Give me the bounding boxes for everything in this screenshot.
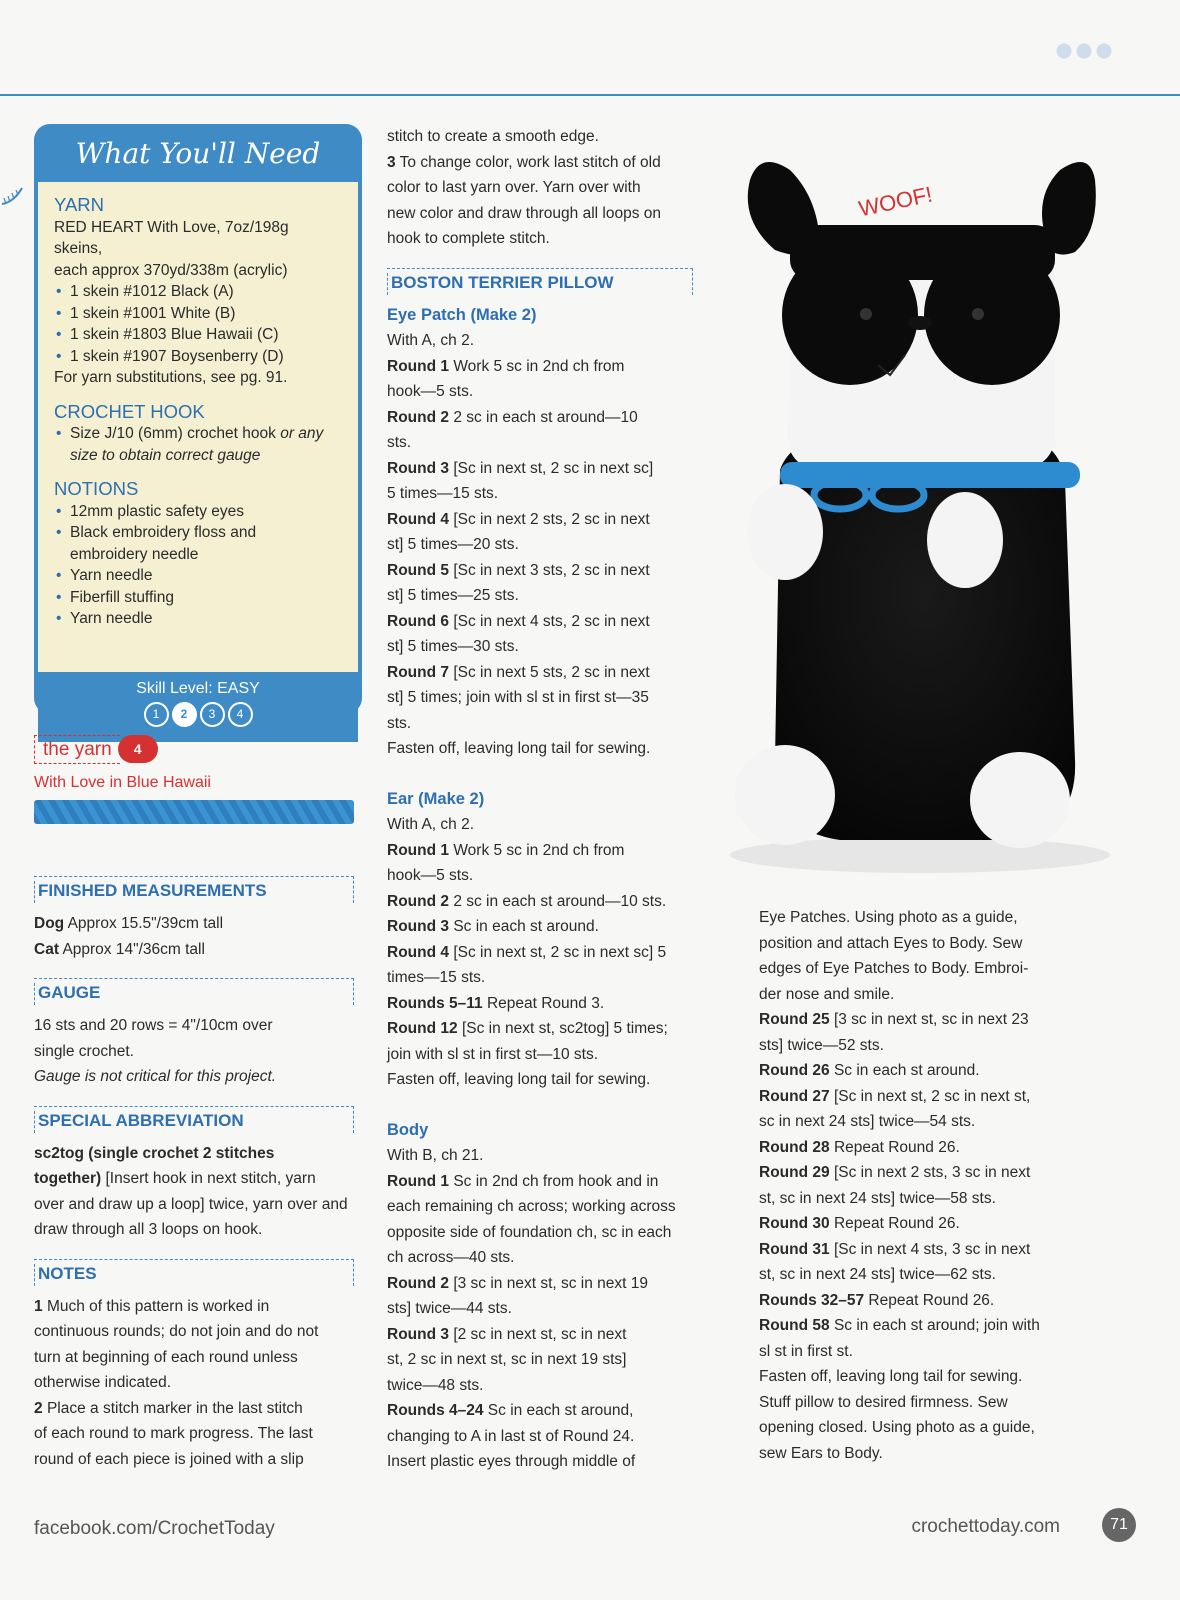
hook-list xyxy=(54,423,340,466)
round-instruction-line: Round 7 [Sc in next 5 sts, 2 sc in next xyxy=(387,663,650,681)
instruction-line: With B, ch 21. xyxy=(387,1147,484,1164)
what-youll-need-title: What You'll Need xyxy=(75,137,321,170)
round-instruction-line: Round 5 [Sc in next 3 sts, 2 sc in next xyxy=(387,561,650,579)
list-item: • 12mm plastic safety eyes xyxy=(54,501,340,523)
round-instruction-line: Round 6 [Sc in next 4 sts, 2 sc in next xyxy=(387,612,650,630)
yarn-swatch-image xyxy=(34,800,354,824)
round-instruction-line: Round 26 Sc in each st around. xyxy=(759,1062,980,1079)
eye-patch-heading: Eye Patch (Make 2) xyxy=(387,305,537,324)
round-label: Round 3 xyxy=(387,1325,449,1343)
round-label: Round 26 xyxy=(759,1062,830,1079)
round-instruction-line: Round 1 Work 5 sc in 2nd ch from xyxy=(387,841,625,859)
instruction-line: With A, ch 2. xyxy=(387,332,475,349)
note-line: hook to complete stitch. xyxy=(387,230,550,247)
yarn-name: With Love in Blue Hawaii xyxy=(34,774,211,791)
round-instruction-line: hook—5 sts. xyxy=(387,867,474,884)
round-label: Round 2 xyxy=(387,408,449,426)
body-rounds xyxy=(387,1169,693,1475)
round-instruction-line: Round 2 [3 sc in next st, sc in next 19 xyxy=(387,1274,649,1292)
eye-patch-rounds xyxy=(387,354,693,737)
round-instruction-line: Round 29 [Sc in next 2 sts, 3 sc in next xyxy=(759,1164,1031,1181)
round-label: Round 7 xyxy=(387,663,449,681)
round-label: Round 25 xyxy=(759,1011,830,1028)
materials-column xyxy=(34,124,362,791)
round-label: Round 3 xyxy=(387,459,449,477)
round-instruction-line: join with sl st in first st—10 sts. xyxy=(387,1045,599,1063)
round-label: Round 31 xyxy=(759,1240,830,1258)
round-instruction-line: Rounds 4–24 Sc in each st around, xyxy=(387,1402,634,1419)
special-abbreviation-heading: SPECIAL ABBREVIATION xyxy=(34,1106,354,1133)
list-item: • 1 skein #1001 White (B) xyxy=(54,303,340,325)
skill-level-2-selected: 2 xyxy=(172,702,197,727)
round-instruction-line: st] 5 times—20 sts. xyxy=(387,536,519,553)
boston-terrier-pillow-photo xyxy=(720,140,1140,880)
round-instruction-line: Round 1 Sc in 2nd ch from hook and in xyxy=(387,1172,659,1190)
gauge-text: single crochet. xyxy=(34,1042,134,1060)
what-youll-need-box xyxy=(34,124,362,721)
body-heading: Body xyxy=(387,1120,429,1139)
list-item: • Size J/10 (6mm) crochet hook or any xyxy=(54,423,340,445)
round-instruction-line: 5 times—15 sts. xyxy=(387,485,499,502)
round-instruction-line: Round 12 [Sc in next st, sc2tog] 5 times; xyxy=(387,1020,668,1037)
finished-measurements-section xyxy=(34,876,354,962)
yarn-description: RED HEART With Love, 7oz/198g skeins, each approx 370yd/338m (acrylic) xyxy=(54,218,289,279)
note-line: of each round to mark progress. The last xyxy=(34,1425,313,1442)
instruction-line: Fasten off, leaving long tail for sewing. xyxy=(387,740,651,757)
round-label: Round 27 xyxy=(759,1087,830,1105)
note-line: color to last yarn over. Yarn over with xyxy=(387,179,641,196)
round-label: Round 2 xyxy=(387,892,449,910)
round-instruction-line: Round 3 [2 sc in next st, sc in next xyxy=(387,1325,627,1343)
instruction-line: Fasten off, leaving long tail for sewing. xyxy=(759,1368,1023,1385)
abbrev-line: over and draw up a loop] twice, yarn over and xyxy=(34,1195,348,1213)
note-line: 1 Much of this pattern is worked in xyxy=(34,1297,270,1315)
top-rule xyxy=(0,94,1180,96)
round-label: Round 2 xyxy=(387,1274,449,1292)
skill-level-scale xyxy=(38,702,358,727)
abbrev-line: together) [Insert hook in next stitch, yarn xyxy=(34,1170,316,1187)
round-instruction-line: twice—48 sts. xyxy=(387,1376,484,1394)
round-instruction-line: Round 3 [Sc in next st, 2 sc in next sc] xyxy=(387,459,654,477)
list-item: • Black embroidery floss and xyxy=(54,522,340,544)
round-label: Rounds 5–11 xyxy=(387,994,483,1012)
round-label: Round 30 xyxy=(759,1215,830,1232)
instruction-line: opening closed. Using photo as a guide, xyxy=(759,1419,1035,1436)
ear-heading: Ear (Make 2) xyxy=(387,789,485,808)
round-instruction-line: Round 4 [Sc in next st, 2 sc in next sc] 5 xyxy=(387,943,667,961)
list-item: • Yarn needle xyxy=(54,608,340,630)
round-label: Round 28 xyxy=(759,1138,830,1156)
notions-heading: NOTIONS xyxy=(54,478,139,499)
round-instruction-line: sts. xyxy=(387,714,412,732)
list-item: • Fiberfill stuffing xyxy=(54,587,340,609)
round-instruction-line: Rounds 5–11 Repeat Round 3. xyxy=(387,994,605,1012)
notions-list xyxy=(54,501,340,630)
specs-column xyxy=(34,876,354,1488)
note-line: round of each piece is joined with a slip xyxy=(34,1450,304,1468)
round-instruction-line: Round 25 [3 sc in next st, sc in next 23 xyxy=(759,1011,1029,1028)
round-label: Round 4 xyxy=(387,510,449,528)
edge-curl-decoration xyxy=(0,174,30,214)
round-label: Round 12 xyxy=(387,1020,458,1037)
finished-measurements-heading: FINISHED MEASUREMENTS xyxy=(34,876,354,903)
note-line: continuous rounds; do not join and do not xyxy=(34,1323,319,1340)
gauge-heading: GAUGE xyxy=(34,978,354,1005)
yarn-substitution-note: For yarn substitutions, see pg. 91. xyxy=(54,369,288,386)
round-instruction-line: Round 30 Repeat Round 26. xyxy=(759,1215,960,1232)
round-instruction-line: hook—5 sts. xyxy=(387,383,474,400)
round-label: Round 29 xyxy=(759,1164,830,1181)
round-instruction-line: sc in next 24 sts] twice—54 sts. xyxy=(759,1113,976,1130)
header-decoration xyxy=(1056,40,1116,62)
round-label: Round 1 xyxy=(387,1172,449,1190)
round-instruction-line: times—15 sts. xyxy=(387,969,486,986)
crochet-hook-heading: CROCHET HOOK xyxy=(54,400,205,422)
round-label: Round 1 xyxy=(387,357,449,375)
boston-terrier-pillow-heading: BOSTON TERRIER PILLOW xyxy=(387,268,693,295)
body-rounds-continued xyxy=(759,1007,1059,1364)
pattern-column-2 xyxy=(387,124,693,1475)
round-instruction-line: Round 2 2 sc in each st around—10 xyxy=(387,408,638,426)
instruction-line: der nose and smile. xyxy=(759,985,895,1003)
note-line: 3 To change color, work last stitch of old xyxy=(387,153,661,171)
facebook-link[interactable]: facebook.com/CrochetToday xyxy=(34,1518,275,1539)
round-instruction-line: Round 4 [Sc in next 2 sts, 2 sc in next xyxy=(387,510,650,528)
round-instruction-line: st] 5 times—25 sts. xyxy=(387,587,519,604)
dog-measurement: Dog Approx 15.5"/39cm tall xyxy=(34,915,224,932)
instruction-line: sew Ears to Body. xyxy=(759,1444,883,1462)
round-instruction-line: each remaining ch across; working across xyxy=(387,1198,676,1215)
skill-level-bar xyxy=(38,672,358,742)
gauge-text: 16 sts and 20 rows = 4"/10cm over xyxy=(34,1017,273,1034)
list-item-continued: embroidery needle xyxy=(70,545,199,563)
the-yarn-label: the yarn xyxy=(34,735,120,764)
skill-level-1: 1 xyxy=(144,702,169,727)
instruction-line: Fasten off, leaving long tail for sewing. xyxy=(387,1071,651,1088)
instruction-line: With A, ch 2. xyxy=(387,816,475,833)
page-number: 71 xyxy=(1102,1508,1136,1542)
abbrev-line: draw through all 3 loops on hook. xyxy=(34,1221,263,1238)
round-instruction-line: sl st in first st. xyxy=(759,1342,853,1360)
round-label: Round 3 xyxy=(387,918,449,935)
special-abbreviation-section xyxy=(34,1106,354,1243)
round-label: Rounds 4–24 xyxy=(387,1402,484,1419)
ear-rounds xyxy=(387,838,693,1068)
round-instruction-line: Round 27 [Sc in next st, 2 sc in next st, xyxy=(759,1087,1031,1105)
yarn-list xyxy=(54,281,340,367)
round-instruction-line: Round 31 [Sc in next 4 sts, 3 sc in next xyxy=(759,1240,1031,1258)
instruction-line: Stuff pillow to desired firmness. Sew xyxy=(759,1393,1008,1411)
list-item: • 1 skein #1803 Blue Hawaii (C) xyxy=(54,324,340,346)
note-line: turn at beginning of each round unless xyxy=(34,1348,298,1366)
round-instruction-line: st, sc in next 24 sts] twice—58 sts. xyxy=(759,1189,996,1207)
instruction-line: Eye Patches. Using photo as a guide, xyxy=(759,909,1018,926)
round-instruction-line: Insert plastic eyes through middle of xyxy=(387,1453,636,1470)
round-instruction-line: opposite side of foundation ch, sc in each xyxy=(387,1223,672,1241)
round-instruction-line: Round 2 2 sc in each st around—10 sts. xyxy=(387,892,667,910)
abbrev-line: sc2tog (single crochet 2 stitches xyxy=(34,1144,275,1162)
round-instruction-line: Round 3 Sc in each st around. xyxy=(387,918,599,935)
list-item: • Yarn needle xyxy=(54,565,340,587)
round-instruction-line: Rounds 32–57 Repeat Round 26. xyxy=(759,1291,995,1309)
skill-level-label: Skill Level: EASY xyxy=(136,680,260,697)
round-label: Round 4 xyxy=(387,943,449,961)
round-instruction-line: sts. xyxy=(387,434,412,451)
gauge-section xyxy=(34,978,354,1090)
skill-level-3: 3 xyxy=(200,702,225,727)
pattern-column-3 xyxy=(759,905,1059,1466)
round-instruction-line: st, 2 sc in next st, sc in next 19 sts] xyxy=(387,1351,627,1368)
gauge-note: Gauge is not critical for this project. xyxy=(34,1068,277,1085)
cat-measurement: Cat Approx 14"/36cm tall xyxy=(34,940,205,958)
yarn-weight-icon: 4 xyxy=(118,735,158,763)
list-item: • 1 skein #1012 Black (A) xyxy=(54,281,340,303)
round-instruction-line: st] 5 times; join with sl st in first st—35 xyxy=(387,689,649,706)
round-instruction-line: st] 5 times—30 sts. xyxy=(387,638,519,655)
note-line: new color and draw through all loops on xyxy=(387,204,662,222)
round-instruction-line: sts] twice—52 sts. xyxy=(759,1036,884,1054)
round-instruction-line: Round 1 Work 5 sc in 2nd ch from xyxy=(387,357,625,375)
note-line: otherwise indicated. xyxy=(34,1374,171,1391)
instruction-line: position and attach Eyes to Body. Sew xyxy=(759,934,1023,952)
round-instruction-line: Round 58 Sc in each st around; join with xyxy=(759,1317,1040,1334)
notes-heading: NOTES xyxy=(34,1259,354,1286)
round-label: Round 1 xyxy=(387,841,449,859)
round-label: Rounds 32–57 xyxy=(759,1291,865,1309)
round-label: Round 6 xyxy=(387,612,449,630)
materials-panel xyxy=(38,182,358,722)
round-instruction-line: sts] twice—44 sts. xyxy=(387,1300,512,1317)
list-item: • 1 skein #1907 Boysenberry (D) xyxy=(54,346,340,368)
list-item-continued: size to obtain correct gauge xyxy=(70,446,261,464)
woof-caption: WOOF! xyxy=(856,181,935,222)
round-instruction-line: st, sc in next 24 sts] twice—62 sts. xyxy=(759,1266,996,1283)
round-instruction-line: ch across—40 sts. xyxy=(387,1249,515,1266)
instruction-line: edges of Eye Patches to Body. Embroi- xyxy=(759,960,1029,977)
skill-level-4: 4 xyxy=(228,702,253,727)
notes-continued: stitch to create a smooth edge. xyxy=(387,128,599,145)
round-label: Round 58 xyxy=(759,1317,830,1334)
yarn-heading: YARN xyxy=(54,194,105,215)
round-label: Round 5 xyxy=(387,561,449,579)
website-link[interactable]: crochettoday.com xyxy=(911,1516,1060,1537)
the-yarn-tag xyxy=(34,734,158,764)
note-line: 2 Place a stitch marker in the last stitch xyxy=(34,1399,303,1417)
round-instruction-line: Round 28 Repeat Round 26. xyxy=(759,1138,960,1156)
round-instruction-line: changing to A in last st of Round 24. xyxy=(387,1427,635,1445)
notes-section xyxy=(34,1259,354,1473)
